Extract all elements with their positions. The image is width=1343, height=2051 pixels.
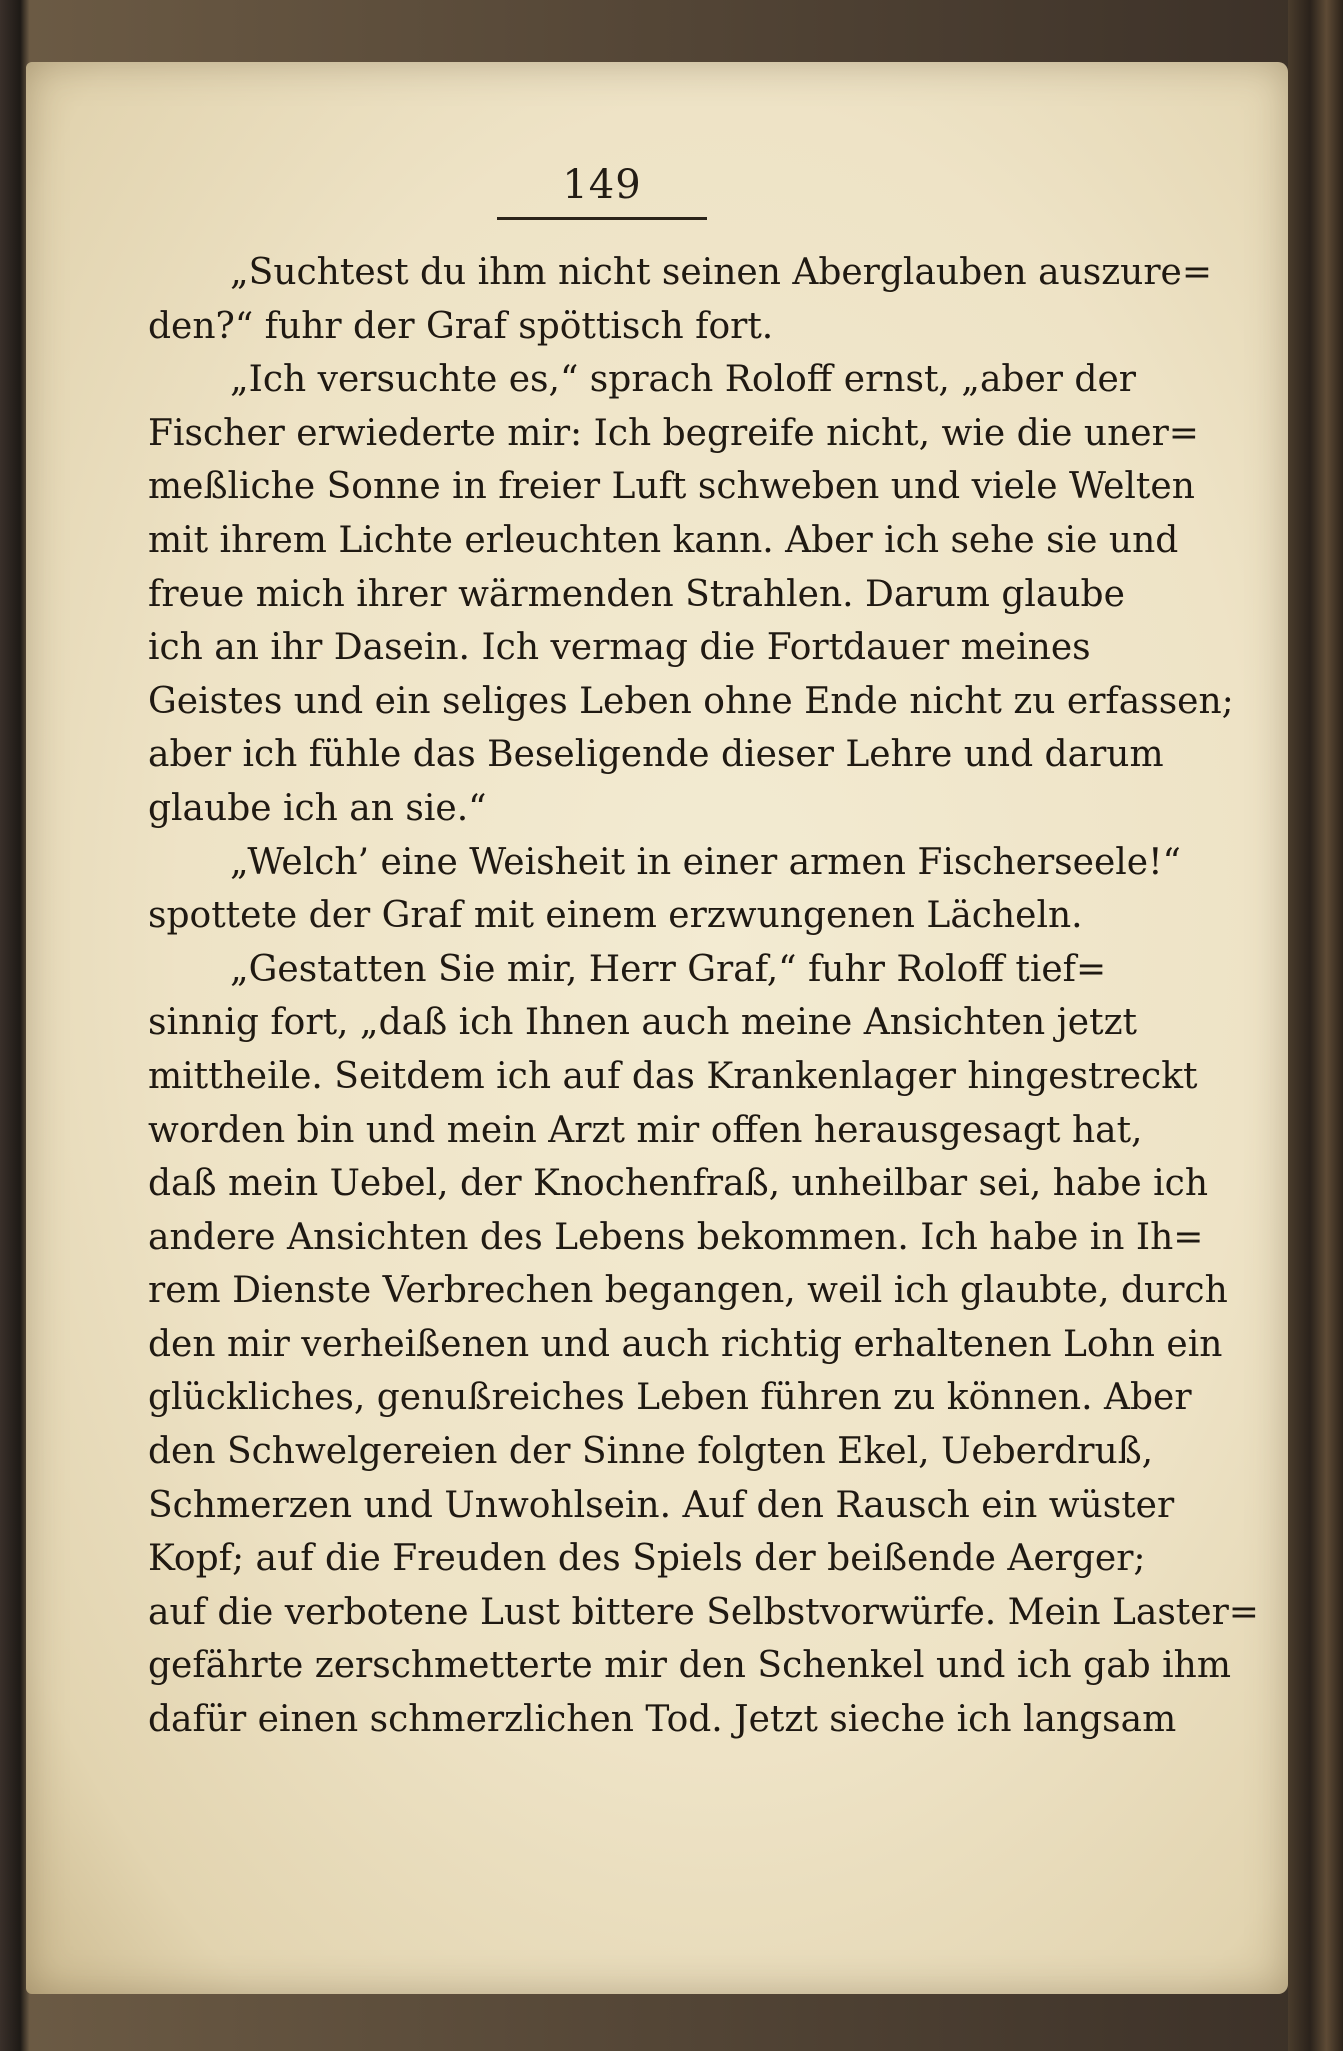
text-line: „Welch’ eine Weisheit in einer armen Fischerseele!“ <box>230 841 1181 883</box>
text-line: worden bin und mein Arzt mir offen herausgesagt hat, <box>148 1109 1143 1151</box>
text-line: mit ihrem Lichte erleuchten kann. Aber ich sehe sie und <box>148 519 1179 561</box>
text-line: rem Dienste Verbrechen begangen, weil ich glaubte, durch <box>148 1270 1228 1312</box>
page-number: 149 <box>562 162 642 208</box>
text-line: ich an ihr Dasein. Ich vermag die Fortdauer meines <box>148 627 1091 669</box>
text-line: „Ich versuchte es,“ sprach Roloff ernst, „aber der <box>230 359 1136 401</box>
text-line: „Suchtest du ihm nicht seinen Aberglauben auszure= <box>230 252 1213 293</box>
book-cover-edge <box>1288 0 1343 2051</box>
text-line: freue mich ihrer wärmenden Strahlen. Darum glaube <box>148 573 1125 615</box>
text-line: daß mein Uebel, der Knochenfraß, unheilbar sei, habe ich <box>148 1163 1209 1205</box>
header-rule <box>497 217 707 220</box>
text-line: „Gestatten Sie mir, Herr Graf,“ fuhr Roloff tief= <box>230 948 1107 990</box>
text-line: auf die verbotene Lust bittere Selbstvorwürfe. Mein Laster= <box>148 1591 1259 1633</box>
text-line: aber ich fühle das Beseligende dieser Lehre und darum <box>148 734 1164 776</box>
text-line: mittheile. Seitdem ich auf das Krankenlager hingestreckt <box>148 1055 1198 1097</box>
text-line: Schmerzen und Unwohlsein. Auf den Rausch ein wüster <box>148 1484 1175 1526</box>
text-line: spottete der Graf mit einem erzwungenen Lächeln. <box>148 895 1083 937</box>
text-line: glückliches, genußreiches Leben führen zu können. Aber <box>148 1377 1192 1419</box>
text-line: andere Ansichten des Lebens bekommen. Ich habe in Ih= <box>148 1216 1204 1258</box>
page-text <box>148 246 1259 1747</box>
text-line: Kopf; auf die Freuden des Spiels der beißende Aerger; <box>148 1538 1146 1580</box>
text-line: den Schwelgereien der Sinne folgten Ekel, Ueberdruß, <box>148 1431 1154 1473</box>
text-line: dafür einen schmerzlichen Tod. Jetzt sieche ich langsam <box>148 1699 1177 1741</box>
text-line: Fischer erwiederte mir: Ich begreife nicht, wie die uner= <box>148 412 1199 454</box>
text-line: sinnig fort, „daß ich Ihnen auch meine Ansichten jetzt <box>148 1002 1138 1044</box>
text-line: den mir verheißenen und auch richtig erhaltenen Lohn ein <box>148 1323 1223 1365</box>
text-line: gefährte zerschmetterte mir den Schenkel und ich gab ihm <box>148 1645 1232 1687</box>
text-line: den?“ fuhr der Graf spöttisch fort. <box>148 305 774 347</box>
text-line: Geistes und ein seliges Leben ohne Ende nicht zu erfassen; <box>148 680 1234 722</box>
text-line: meßliche Sonne in freier Luft schweben und viele Welten <box>148 466 1195 508</box>
text-line: glaube ich an sie.“ <box>148 787 487 829</box>
